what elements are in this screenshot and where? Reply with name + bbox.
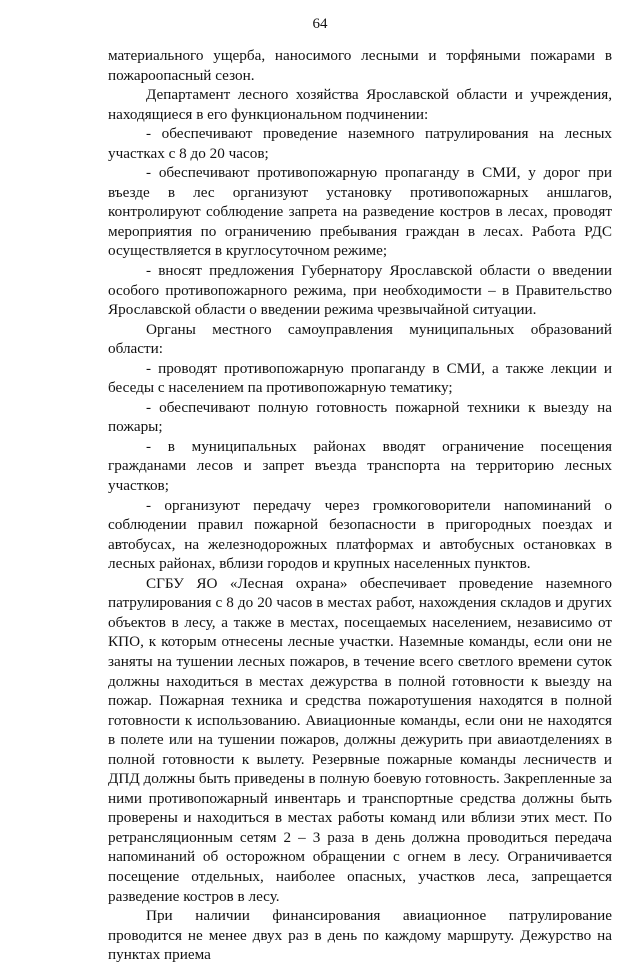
list-item-restrictions: - в муниципальных районах вводят ограничение посещения гражданами лесов и запрет въезда транспорта на территорию лесных участков; bbox=[108, 437, 612, 495]
list-item-lectures: - проводят противопожарную пропаганду в СМИ, а также лекции и беседы с населением па противопожарную тематику; bbox=[108, 359, 612, 397]
paragraph-forest-guard: СГБУ ЯО «Лесная охрана» обеспечивает проведение наземного патрулирования с 8 до 20 часов в местах работ, нахождения складов и других объектов в лесу, а также в местах, посещаемых населением, независимо от КПО, к которым отнесены лесные участки. Наземные команды, если они не заняты на тушении лесных пожаров, в течение всего светлого времени суток должны находиться в местах дежурства в полной готовности к выезду на пожар. Пожарная техника и средства пожаротушения находятся в полной готовности к использованию. Авиационные команды, если они не находятся в полете или на тушении пожаров, должны дежурить при авиаотделениях в полной готовности к вылету. Резервные пожарные команды лесничеств и ДПД должны быть приведены в полную боевую готовность. Закрепленные за ними противопожарный инвентарь и транспортные средства должны быть проверены и находиться в местах работы команд или вблизи этих мест. По ретрансляционным сетям 2 – 3 раза в день должна проводиться передача напоминаний об осторожном обращении с огнем в лесу. Ограничивается посещение отдельных, наиболее опасных, участков леса, запрещается разведение костров в лесу. bbox=[108, 574, 612, 905]
page-number: 64 bbox=[312, 16, 328, 32]
list-item-announcements: - организуют передачу через громкоговорители напоминаний о соблюдении правил пожарной безопасности в пригородных поездах и автобусах, на железнодорожных платформах и автобусных остановках в лесных районах, вблизи городов и крупных населенных пунктов. bbox=[108, 496, 612, 573]
paragraph-aviation-patrol: При наличии финансирования авиационное патрулирование проводится не менее двух раз в день по каждому маршруту. Дежурство на пунктах приема bbox=[108, 907, 612, 964]
list-item-propaganda: - обеспечивают противопожарную пропаганду в СМИ, у дорог при въезде в лес организуют установку противопожарных аншлагов, контролируют соблюдение запрета на разведение костров в лесах, проводят мероприятия по ограничению пребывания граждан в лесах. Работа РДС осуществляется в круглосуточном режиме; bbox=[108, 164, 612, 260]
list-item-readiness: - обеспечивают полную готовность пожарной техники к выезду на пожары; bbox=[108, 398, 612, 436]
list-item-proposals: - вносят предложения Губернатору Ярославской области о введении особого противопожарного режима, при необходимости – в Правительство Ярославской области о введении режима чрезвычайной ситуации. bbox=[108, 262, 612, 319]
paragraph-local-government-intro: Органы местного самоуправления муниципальных образований области: bbox=[108, 320, 612, 358]
paragraph-continuation: материального ущерба, наносимого лесными и торфяными пожарами в пожароопасный сезон. bbox=[108, 47, 612, 84]
list-item-patrol: - обеспечивают проведение наземного патрулирования на лесных участках с 8 до 20 часов; bbox=[108, 125, 612, 162]
paragraph-department-intro: Департамент лесного хозяйства Ярославской области и учреждения, находящиеся в его функциональном подчинении: bbox=[108, 86, 612, 123]
document-body bbox=[108, 46, 612, 965]
